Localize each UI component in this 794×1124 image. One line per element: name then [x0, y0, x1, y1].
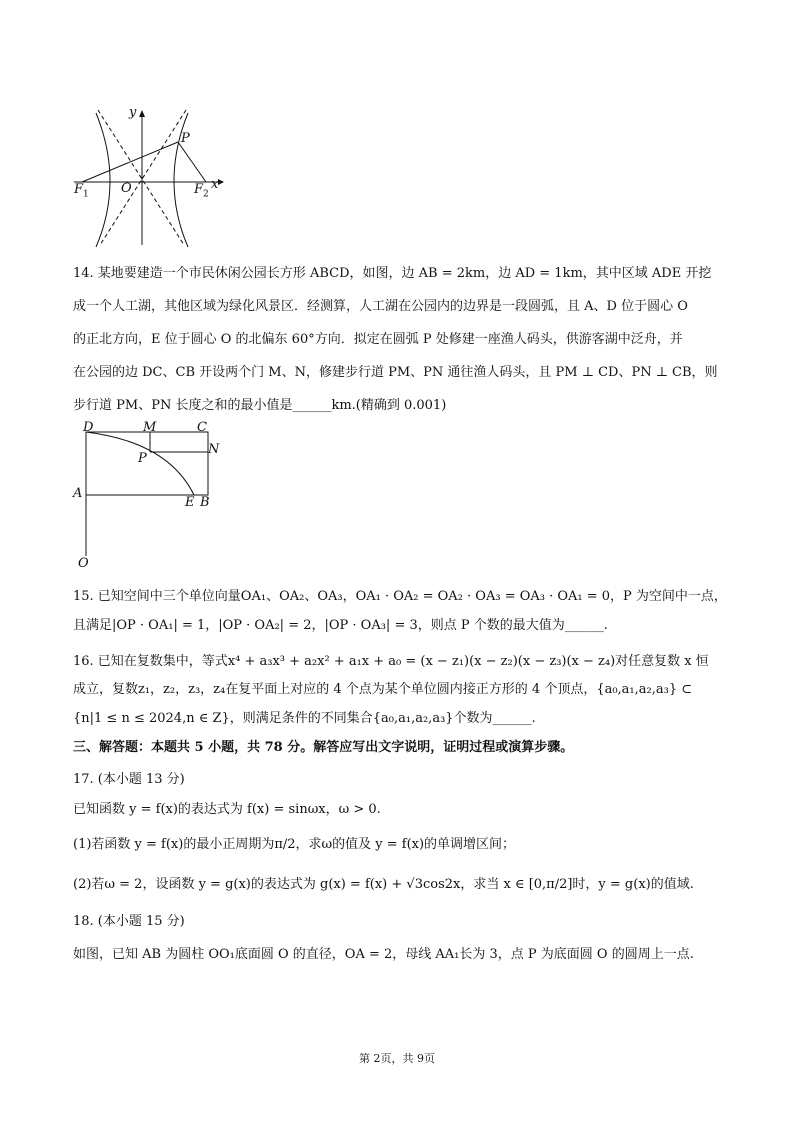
q18-header: 18. (本小题 15 分)	[73, 914, 185, 929]
fig1-label-P: P	[181, 131, 190, 146]
q17-stem: 已知函数 y = f(x)的表达式为 f(x) = sinωx，ω > 0.	[73, 802, 381, 817]
q15-line-2: 且满足|OP · OA₁| = 1，|OP · OA₂| = 2，|OP · OA₃| = 3，则点 P 个数的最大值为______.	[73, 618, 608, 633]
segment-F1-P	[82, 142, 178, 182]
q14-line-2: 成一个人工湖，其他区域为绿化风景区．经测算，人工湖在公园内的边界是一段圆弧，且 A、D 位于圆心 O	[73, 299, 688, 314]
asymptote-2	[100, 110, 186, 245]
rectangle-ABCD	[86, 432, 208, 495]
fig2-label-D: D	[83, 420, 94, 435]
fig1-label-x: x	[211, 177, 219, 192]
fig2-label-M: M	[143, 420, 157, 435]
q14-line-1: 14. 某地要建造一个市民休闲公园长方形 ABCD，如图，边 AB = 2km，边 AD = 1km，其中区域 ADE 开挖	[73, 266, 712, 281]
fig2-label-A: A	[73, 486, 83, 501]
hyperbola-figure	[70, 105, 230, 250]
fig1-label-y: y	[129, 105, 137, 120]
q14-line-5: 步行道 PM、PN 长度之和的最小值是______km.(精确到 0.001)	[73, 398, 447, 413]
fig1-label-O: O	[121, 181, 132, 196]
q16-line-2: 成立，复数z₁，z₂，z₃，z₄在复平面上对应的 4 个点为某个单位圆内接正方形的 4 个顶点，{a₀,a₁,a₂,a₃} ⊂	[73, 682, 693, 697]
q16-line-3: {n|1 ≤ n ≤ 2024,n ∈ Z}，则满足条件的不同集合{a₀,a₁,a₂,a₃}个数为______.	[73, 711, 536, 726]
q17-part-2: (2)若ω = 2，设函数 y = g(x)的表达式为 g(x) = f(x) + √3cos2x，求当 x ∈ [0,π/2]时，y = g(x)的值域.	[73, 877, 694, 892]
fig2-label-C: C	[197, 420, 207, 435]
asymptote-1	[98, 110, 184, 245]
fig1-label-F2: $F_2$	[194, 182, 209, 200]
q18-stem: 如图，已知 AB 为圆柱 OO₁底面圆 O 的直径，OA = 2，母线 AA₁长为 3，点 P 为底面圆 O 的圆周上一点.	[73, 947, 694, 962]
q16-line-1: 16. 已知在复数集中，等式x⁴ + a₃x³ + a₂x² + a₁x + a₀ = (x − z₁)(x − z₂)(x − z₃)(x − z₄)对任意复数 x 恒	[73, 654, 709, 669]
fig2-label-O: O	[78, 556, 89, 571]
q17-part-1: (1)若函数 y = f(x)的最小正周期为π/2，求ω的值及 y = f(x)的单调增区间；	[73, 837, 516, 852]
fig2-label-P: P	[138, 451, 147, 466]
fig2-label-N: N	[208, 442, 220, 457]
segment-P-F2	[178, 142, 206, 182]
q14-line-3: 的正北方向，E 位于圆心 O 的北偏东 60°方向．拟定在圆弧 P 处修建一座渔人码头，供游客湖中泛舟，并	[73, 332, 683, 347]
q14-line-4: 在公园的边 DC、CB 开设两个门 M、N，修建步行道 PM、PN 通往渔人码头，且 PM ⊥ CD、PN ⊥ CB，则	[73, 365, 718, 380]
fig1-label-F1: $F_1$	[74, 182, 89, 200]
y-axis-arrow	[139, 110, 145, 117]
q15-line-1: 15. 已知空间中三个单位向量OA₁、OA₂、OA₃，OA₁ · OA₂ = OA₂ · OA₃ = OA₃ · OA₁ = 0，P 为空间中一点，	[73, 589, 727, 604]
q17-header: 17. (本小题 13 分)	[73, 772, 185, 787]
section-3-heading: 三、解答题：本题共 5 小题，共 78 分。解答应写出文字说明，证明过程或演算步骤。	[73, 740, 574, 755]
fig2-label-B: B	[200, 495, 210, 510]
page-footer: 第 2页，共 9页	[359, 1052, 435, 1065]
hyperbola-left-branch	[96, 113, 110, 247]
fig2-label-E: E	[185, 495, 195, 510]
x-axis-arrow	[218, 179, 224, 185]
